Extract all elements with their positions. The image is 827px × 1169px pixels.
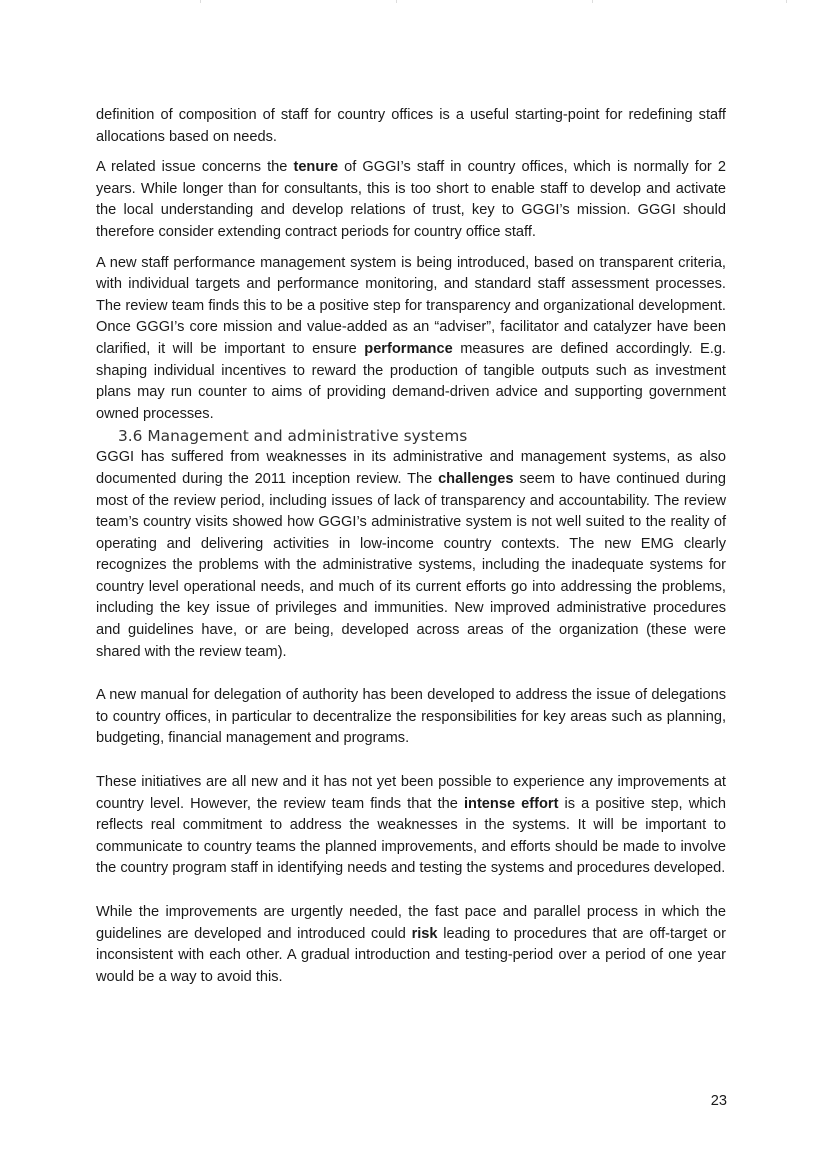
text-run: seem to have continued during most of the review period, including issues of lack of transparency and accountability. The review team’s country visits showed how GGGI’s administrative system is not well suited to the reality of operating and delivering activities in low-income country contexts. The new EMG clearly recognizes the problems with the administrative systems, including the inadequate systems for country level operational needs, and much of its current efforts go into addressing the problems, including the key issue of privileges and immunities. New improved administrative procedures and guidelines have, or are being, developed across areas of the organization (these were shared with the review team). bbox=[96, 470, 726, 660]
text-run: GGGI has suffered from weaknesses in its administrative and management systems, as also documented during the 2011 inception review. The bbox=[96, 449, 726, 487]
paragraph-performance-management bbox=[96, 253, 726, 426]
top-scan-marks bbox=[0, 0, 827, 3]
text-run: While the improvements are urgently needed, the fast pace and parallel process in which the guidelines are developed and introduced could bbox=[96, 904, 726, 942]
text-run: definition of composition of staff for country offices is a useful starting-point for redefining staff allocations based on needs. bbox=[96, 107, 726, 145]
bold-keyword: performance bbox=[364, 340, 453, 357]
document-page bbox=[96, 98, 726, 988]
text-run: A related issue concerns the bbox=[96, 159, 294, 176]
paragraph-staff-composition bbox=[96, 105, 726, 148]
text-run: measures are defined accordingly. E.g. shaping individual incentives to reward the production of tangible outputs such as investment plans may run counter to aims of providing demand-driven advice and supporting government owned processes. bbox=[96, 340, 726, 422]
text-run: These initiatives are all new and it has not yet been possible to experience any improvements at country level. However, the review team finds that the bbox=[96, 774, 726, 812]
bold-keyword: intense effort bbox=[463, 795, 559, 812]
text-run: of GGGI’s staff in country offices, which is normally for 2 years. While longer than for consultants, this is too short to enable staff to develop and activate the local understanding and develop relations of trust, key to GGGI’s mission. GGGI should therefore consider extending contract periods for country office staff. bbox=[96, 159, 726, 240]
paragraph-pace-risk bbox=[96, 902, 726, 988]
bold-keyword: challenges bbox=[438, 470, 514, 487]
paragraph-delegation-manual bbox=[96, 685, 726, 750]
page-number: 23 bbox=[710, 1093, 727, 1109]
text-run: is a positive step, which reflects real commitment to address the weaknesses in the systems. It will be important to communicate to country teams the planned improvements, and efforts should be made to involve the country program staff in identifying needs and testing the systems and procedures developed. bbox=[96, 795, 727, 877]
paragraph-admin-weaknesses bbox=[96, 447, 726, 663]
text-run: A new manual for delegation of authority has been developed to address the issue of delegations to country offices, in particular to decentralize the responsibilities for key areas such as planning, budgeting, financial management and programs. bbox=[96, 687, 726, 747]
paragraph-staff-tenure bbox=[96, 157, 726, 243]
bold-keyword: tenure bbox=[293, 159, 339, 176]
section-heading: 3.6 Management and administrative systems bbox=[118, 427, 468, 446]
text-run: leading to procedures that are off-target or inconsistent with each other. A gradual introduction and testing-period over a period of one year would be a way to avoid this. bbox=[96, 925, 726, 985]
text-run: A new staff performance management system is being introduced, based on transparent criteria, with individual targets and performance monitoring, and standard staff assessment processes. The review team finds this to be a positive step for transparency and organizational development. Once GGGI’s core mission and value-added as an “adviser”, facilitator and catalyzer have been clarified, it will be important to ensure bbox=[96, 254, 726, 357]
bold-keyword: risk bbox=[411, 925, 438, 942]
paragraph-initiatives bbox=[96, 772, 726, 880]
